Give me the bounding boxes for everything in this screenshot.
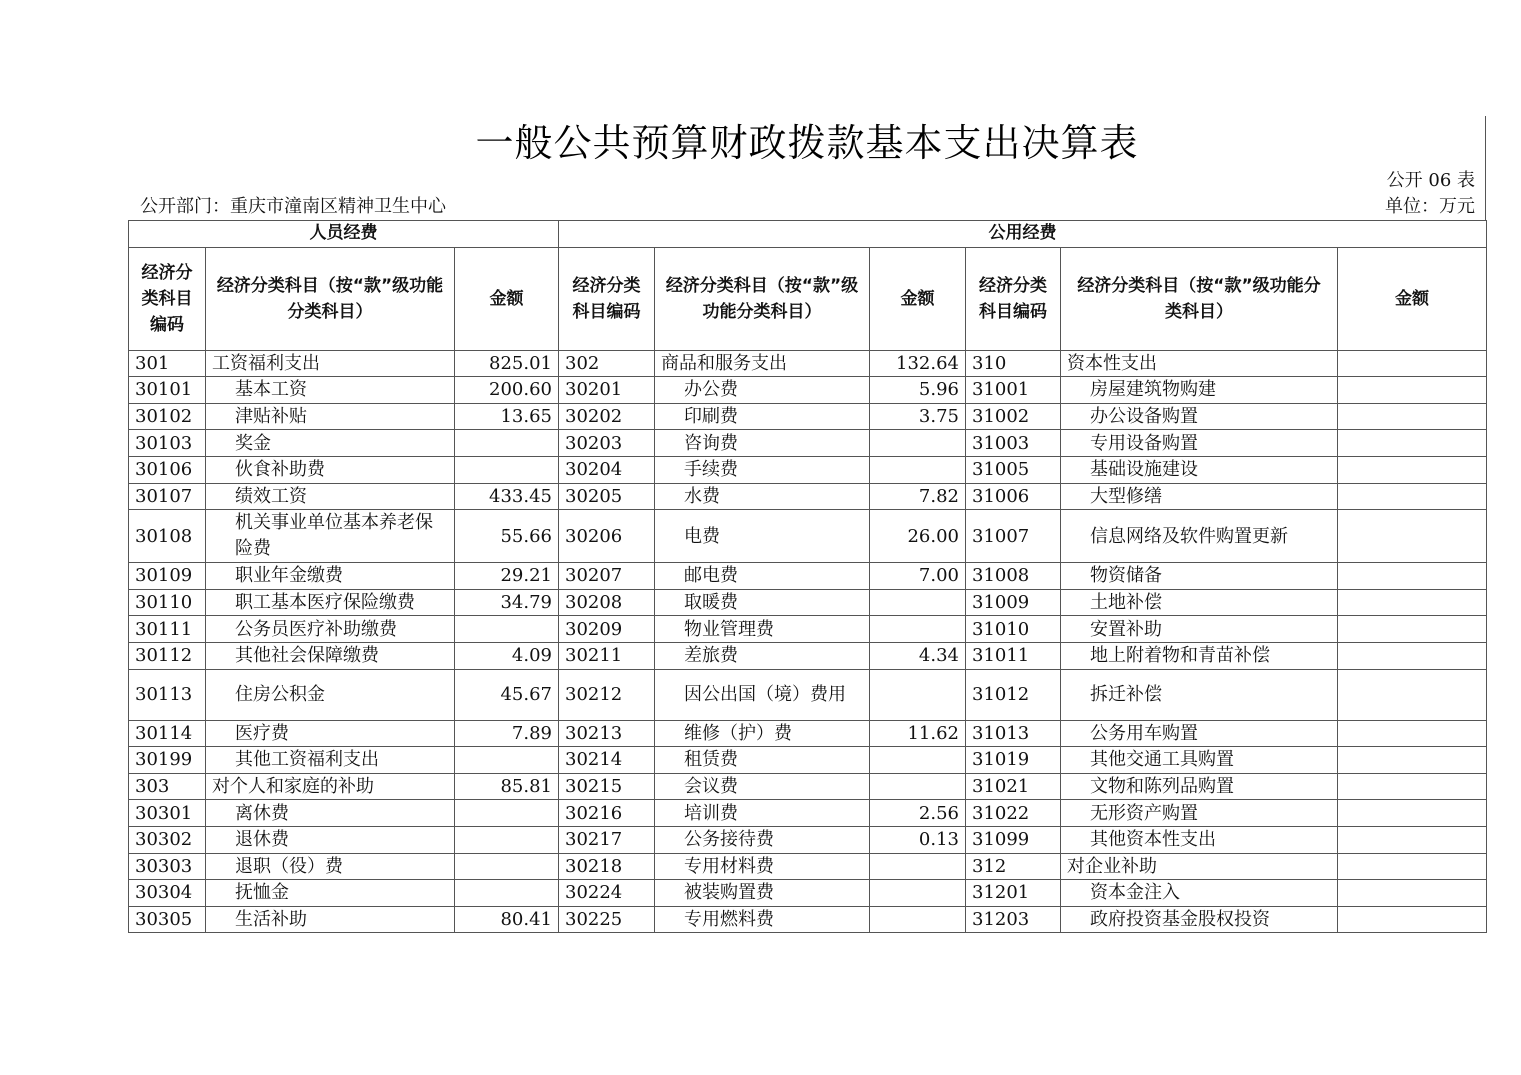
cell-name-goods: 电费 bbox=[655, 510, 870, 563]
table-row bbox=[129, 377, 1487, 404]
cell-amount-capital bbox=[1338, 377, 1487, 404]
header-code-goods: 经济分类科目编码 bbox=[559, 247, 655, 350]
cell-code-capital: 31201 bbox=[966, 880, 1061, 907]
cell-name-personnel: 机关事业单位基本养老保险费 bbox=[206, 510, 455, 563]
cell-amount-capital bbox=[1338, 747, 1487, 774]
cell-name-capital: 无形资产购置 bbox=[1061, 800, 1338, 827]
cell-amount-capital bbox=[1338, 483, 1487, 510]
cell-amount-personnel bbox=[455, 616, 559, 643]
cell-code-capital: 31011 bbox=[966, 642, 1061, 669]
cell-amount-goods: 7.00 bbox=[870, 563, 966, 590]
cell-name-personnel: 伙食补助费 bbox=[206, 456, 455, 483]
cell-amount-capital bbox=[1338, 589, 1487, 616]
cell-amount-capital bbox=[1338, 669, 1487, 720]
table-row bbox=[129, 483, 1487, 510]
cell-code-goods: 30207 bbox=[559, 563, 655, 590]
cell-code-capital: 31003 bbox=[966, 430, 1061, 457]
cell-amount-capital bbox=[1338, 906, 1487, 933]
cell-amount-goods: 3.75 bbox=[870, 403, 966, 430]
cell-code-goods: 30213 bbox=[559, 720, 655, 747]
cell-amount-goods bbox=[870, 456, 966, 483]
cell-code-capital: 31203 bbox=[966, 906, 1061, 933]
cell-name-capital: 基础设施建设 bbox=[1061, 456, 1338, 483]
cell-code-goods: 30201 bbox=[559, 377, 655, 404]
cell-code-goods: 30225 bbox=[559, 906, 655, 933]
cell-name-goods: 公务接待费 bbox=[655, 826, 870, 853]
cell-code-personnel: 30102 bbox=[129, 403, 206, 430]
table-row bbox=[129, 510, 1487, 563]
cell-name-capital: 专用设备购置 bbox=[1061, 430, 1338, 457]
cell-name-personnel: 绩效工资 bbox=[206, 483, 455, 510]
cell-code-goods: 30217 bbox=[559, 826, 655, 853]
cell-code-capital: 31009 bbox=[966, 589, 1061, 616]
cell-name-personnel: 抚恤金 bbox=[206, 880, 455, 907]
cell-name-capital: 大型修缮 bbox=[1061, 483, 1338, 510]
header-name-capital: 经济分类科目（按“款”级功能分类科目） bbox=[1061, 247, 1338, 350]
cell-code-personnel: 30101 bbox=[129, 377, 206, 404]
cell-name-goods: 被装购置费 bbox=[655, 880, 870, 907]
cell-amount-goods bbox=[870, 430, 966, 457]
cell-name-goods: 专用燃料费 bbox=[655, 906, 870, 933]
cell-amount-goods bbox=[870, 853, 966, 880]
cell-amount-personnel bbox=[455, 880, 559, 907]
cell-code-goods: 30224 bbox=[559, 880, 655, 907]
table-row bbox=[129, 720, 1487, 747]
cell-code-personnel: 30106 bbox=[129, 456, 206, 483]
cell-amount-capital bbox=[1338, 642, 1487, 669]
cell-name-capital: 对企业补助 bbox=[1061, 853, 1338, 880]
table-row bbox=[129, 430, 1487, 457]
cell-amount-personnel: 34.79 bbox=[455, 589, 559, 616]
cell-name-goods: 手续费 bbox=[655, 456, 870, 483]
cell-code-goods: 30208 bbox=[559, 589, 655, 616]
cell-code-goods: 30203 bbox=[559, 430, 655, 457]
cell-name-goods: 差旅费 bbox=[655, 642, 870, 669]
cell-code-capital: 31007 bbox=[966, 510, 1061, 563]
cell-code-personnel: 30301 bbox=[129, 800, 206, 827]
cell-amount-goods bbox=[870, 616, 966, 643]
cell-code-goods: 30216 bbox=[559, 800, 655, 827]
cell-name-capital: 文物和陈列品购置 bbox=[1061, 773, 1338, 800]
cell-code-personnel: 30302 bbox=[129, 826, 206, 853]
cell-code-personnel: 30107 bbox=[129, 483, 206, 510]
cell-code-goods: 30202 bbox=[559, 403, 655, 430]
margin-rule bbox=[1485, 116, 1486, 220]
cell-code-personnel: 30109 bbox=[129, 563, 206, 590]
cell-name-goods: 会议费 bbox=[655, 773, 870, 800]
cell-name-personnel: 退休费 bbox=[206, 826, 455, 853]
cell-amount-capital bbox=[1338, 563, 1487, 590]
unit-label: 单位：万元 bbox=[1385, 196, 1475, 217]
cell-code-capital: 31019 bbox=[966, 747, 1061, 774]
cell-amount-personnel: 200.60 bbox=[455, 377, 559, 404]
cell-amount-personnel: 7.89 bbox=[455, 720, 559, 747]
table-row bbox=[129, 773, 1487, 800]
table-row bbox=[129, 853, 1487, 880]
table-row bbox=[129, 800, 1487, 827]
cell-name-personnel: 其他工资福利支出 bbox=[206, 747, 455, 774]
cell-name-capital: 其他资本性支出 bbox=[1061, 826, 1338, 853]
cell-name-goods: 因公出国（境）费用 bbox=[655, 669, 870, 720]
table-row bbox=[129, 747, 1487, 774]
cell-name-personnel: 奖金 bbox=[206, 430, 455, 457]
cell-name-capital: 土地补偿 bbox=[1061, 589, 1338, 616]
cell-amount-capital bbox=[1338, 616, 1487, 643]
cell-amount-personnel bbox=[455, 853, 559, 880]
table-row bbox=[129, 563, 1487, 590]
cell-amount-goods: 26.00 bbox=[870, 510, 966, 563]
cell-code-personnel: 30304 bbox=[129, 880, 206, 907]
cell-code-personnel: 30113 bbox=[129, 669, 206, 720]
cell-code-personnel: 30305 bbox=[129, 906, 206, 933]
cell-amount-capital bbox=[1338, 430, 1487, 457]
cell-code-goods: 30218 bbox=[559, 853, 655, 880]
cell-amount-personnel: 85.81 bbox=[455, 773, 559, 800]
cell-name-goods: 取暖费 bbox=[655, 589, 870, 616]
cell-name-capital: 资本金注入 bbox=[1061, 880, 1338, 907]
cell-code-personnel: 30114 bbox=[129, 720, 206, 747]
cell-code-personnel: 301 bbox=[129, 350, 206, 377]
cell-amount-personnel: 45.67 bbox=[455, 669, 559, 720]
cell-amount-personnel bbox=[455, 456, 559, 483]
cell-code-personnel: 303 bbox=[129, 773, 206, 800]
header-amount-goods: 金额 bbox=[870, 247, 966, 350]
table-row bbox=[129, 826, 1487, 853]
cell-amount-goods bbox=[870, 747, 966, 774]
cell-name-personnel: 工资福利支出 bbox=[206, 350, 455, 377]
cell-code-personnel: 30111 bbox=[129, 616, 206, 643]
table-row bbox=[129, 350, 1487, 377]
table-row bbox=[129, 669, 1487, 720]
cell-name-personnel: 职工基本医疗保险缴费 bbox=[206, 589, 455, 616]
cell-amount-capital bbox=[1338, 800, 1487, 827]
cell-amount-personnel: 13.65 bbox=[455, 403, 559, 430]
table-row bbox=[129, 880, 1487, 907]
cell-name-capital: 公务用车购置 bbox=[1061, 720, 1338, 747]
cell-amount-goods: 7.82 bbox=[870, 483, 966, 510]
cell-code-personnel: 30199 bbox=[129, 747, 206, 774]
cell-code-goods: 30205 bbox=[559, 483, 655, 510]
cell-amount-goods bbox=[870, 589, 966, 616]
table-row bbox=[129, 403, 1487, 430]
cell-amount-personnel: 29.21 bbox=[455, 563, 559, 590]
table-row bbox=[129, 906, 1487, 933]
cell-code-personnel: 30108 bbox=[129, 510, 206, 563]
cell-amount-goods bbox=[870, 669, 966, 720]
cell-amount-goods: 4.34 bbox=[870, 642, 966, 669]
cell-code-capital: 31099 bbox=[966, 826, 1061, 853]
header-amount-personnel: 金额 bbox=[455, 247, 559, 350]
cell-amount-goods: 132.64 bbox=[870, 350, 966, 377]
cell-name-goods: 印刷费 bbox=[655, 403, 870, 430]
cell-code-goods: 30206 bbox=[559, 510, 655, 563]
cell-amount-capital bbox=[1338, 773, 1487, 800]
cell-name-goods: 商品和服务支出 bbox=[655, 350, 870, 377]
cell-amount-goods: 0.13 bbox=[870, 826, 966, 853]
cell-name-personnel: 医疗费 bbox=[206, 720, 455, 747]
cell-amount-personnel bbox=[455, 826, 559, 853]
table-row bbox=[129, 589, 1487, 616]
cell-name-personnel: 对个人和家庭的补助 bbox=[206, 773, 455, 800]
cell-code-capital: 31002 bbox=[966, 403, 1061, 430]
cell-amount-capital bbox=[1338, 350, 1487, 377]
cell-name-capital: 地上附着物和青苗补偿 bbox=[1061, 642, 1338, 669]
page-title: 一般公共预算财政拨款基本支出决算表 bbox=[475, 121, 1139, 165]
cell-name-capital: 其他交通工具购置 bbox=[1061, 747, 1338, 774]
cell-amount-capital bbox=[1338, 853, 1487, 880]
cell-code-capital: 31008 bbox=[966, 563, 1061, 590]
cell-code-personnel: 30303 bbox=[129, 853, 206, 880]
cell-code-goods: 30214 bbox=[559, 747, 655, 774]
table-row bbox=[129, 642, 1487, 669]
cell-amount-capital bbox=[1338, 880, 1487, 907]
cell-code-capital: 31021 bbox=[966, 773, 1061, 800]
cell-amount-goods: 2.56 bbox=[870, 800, 966, 827]
cell-name-goods: 咨询费 bbox=[655, 430, 870, 457]
cell-amount-personnel bbox=[455, 747, 559, 774]
cell-name-capital: 物资储备 bbox=[1061, 563, 1338, 590]
cell-name-capital: 信息网络及软件购置更新 bbox=[1061, 510, 1338, 563]
cell-code-capital: 31001 bbox=[966, 377, 1061, 404]
cell-name-goods: 办公费 bbox=[655, 377, 870, 404]
cell-amount-goods bbox=[870, 773, 966, 800]
cell-code-personnel: 30103 bbox=[129, 430, 206, 457]
cell-name-capital: 安置补助 bbox=[1061, 616, 1338, 643]
cell-amount-capital bbox=[1338, 720, 1487, 747]
cell-name-goods: 专用材料费 bbox=[655, 853, 870, 880]
cell-code-capital: 310 bbox=[966, 350, 1061, 377]
cell-name-capital: 房屋建筑物购建 bbox=[1061, 377, 1338, 404]
cell-name-personnel: 津贴补贴 bbox=[206, 403, 455, 430]
cell-amount-personnel: 4.09 bbox=[455, 642, 559, 669]
department-label: 公开部门：重庆市潼南区精神卫生中心 bbox=[140, 196, 446, 217]
cell-name-personnel: 公务员医疗补助缴费 bbox=[206, 616, 455, 643]
header-name-goods: 经济分类科目（按“款”级功能分类科目） bbox=[655, 247, 870, 350]
header-code-capital: 经济分类科目编码 bbox=[966, 247, 1061, 350]
cell-code-personnel: 30110 bbox=[129, 589, 206, 616]
cell-code-goods: 30212 bbox=[559, 669, 655, 720]
cell-name-personnel: 生活补助 bbox=[206, 906, 455, 933]
cell-code-capital: 312 bbox=[966, 853, 1061, 880]
cell-code-goods: 30204 bbox=[559, 456, 655, 483]
cell-name-goods: 物业管理费 bbox=[655, 616, 870, 643]
cell-amount-goods bbox=[870, 880, 966, 907]
cell-amount-capital bbox=[1338, 456, 1487, 483]
cell-name-personnel: 离休费 bbox=[206, 800, 455, 827]
cell-amount-personnel bbox=[455, 430, 559, 457]
cell-code-goods: 30209 bbox=[559, 616, 655, 643]
group-public: 公用经费 bbox=[559, 221, 1487, 248]
cell-code-capital: 31010 bbox=[966, 616, 1061, 643]
header-code-personnel: 经济分类科目编码 bbox=[129, 247, 206, 350]
cell-amount-goods: 5.96 bbox=[870, 377, 966, 404]
cell-name-goods: 培训费 bbox=[655, 800, 870, 827]
cell-amount-personnel: 55.66 bbox=[455, 510, 559, 563]
header-name-personnel: 经济分类科目（按“款”级功能分类科目） bbox=[206, 247, 455, 350]
expenditure-table bbox=[128, 220, 1487, 933]
cell-code-goods: 302 bbox=[559, 350, 655, 377]
cell-name-capital: 政府投资基金股权投资 bbox=[1061, 906, 1338, 933]
cell-amount-capital bbox=[1338, 510, 1487, 563]
cell-name-personnel: 其他社会保障缴费 bbox=[206, 642, 455, 669]
cell-amount-goods bbox=[870, 906, 966, 933]
form-number: 公开 06 表 bbox=[1386, 170, 1475, 191]
cell-code-goods: 30215 bbox=[559, 773, 655, 800]
table-row bbox=[129, 456, 1487, 483]
group-personnel: 人员经费 bbox=[129, 221, 559, 248]
cell-code-capital: 31005 bbox=[966, 456, 1061, 483]
cell-name-capital: 办公设备购置 bbox=[1061, 403, 1338, 430]
cell-amount-personnel: 433.45 bbox=[455, 483, 559, 510]
cell-name-capital: 资本性支出 bbox=[1061, 350, 1338, 377]
cell-name-personnel: 职业年金缴费 bbox=[206, 563, 455, 590]
cell-name-goods: 水费 bbox=[655, 483, 870, 510]
cell-amount-capital bbox=[1338, 403, 1487, 430]
cell-name-goods: 邮电费 bbox=[655, 563, 870, 590]
cell-code-personnel: 30112 bbox=[129, 642, 206, 669]
cell-code-goods: 30211 bbox=[559, 642, 655, 669]
cell-amount-goods: 11.62 bbox=[870, 720, 966, 747]
cell-name-goods: 维修（护）费 bbox=[655, 720, 870, 747]
cell-amount-capital bbox=[1338, 826, 1487, 853]
table-row bbox=[129, 616, 1487, 643]
cell-amount-personnel: 825.01 bbox=[455, 350, 559, 377]
cell-code-capital: 31012 bbox=[966, 669, 1061, 720]
cell-code-capital: 31006 bbox=[966, 483, 1061, 510]
cell-amount-personnel bbox=[455, 800, 559, 827]
cell-code-capital: 31022 bbox=[966, 800, 1061, 827]
cell-name-capital: 拆迁补偿 bbox=[1061, 669, 1338, 720]
cell-name-personnel: 退职（役）费 bbox=[206, 853, 455, 880]
cell-name-personnel: 住房公积金 bbox=[206, 669, 455, 720]
cell-name-personnel: 基本工资 bbox=[206, 377, 455, 404]
header-amount-capital: 金额 bbox=[1338, 247, 1487, 350]
cell-code-capital: 31013 bbox=[966, 720, 1061, 747]
cell-amount-personnel: 80.41 bbox=[455, 906, 559, 933]
cell-name-goods: 租赁费 bbox=[655, 747, 870, 774]
